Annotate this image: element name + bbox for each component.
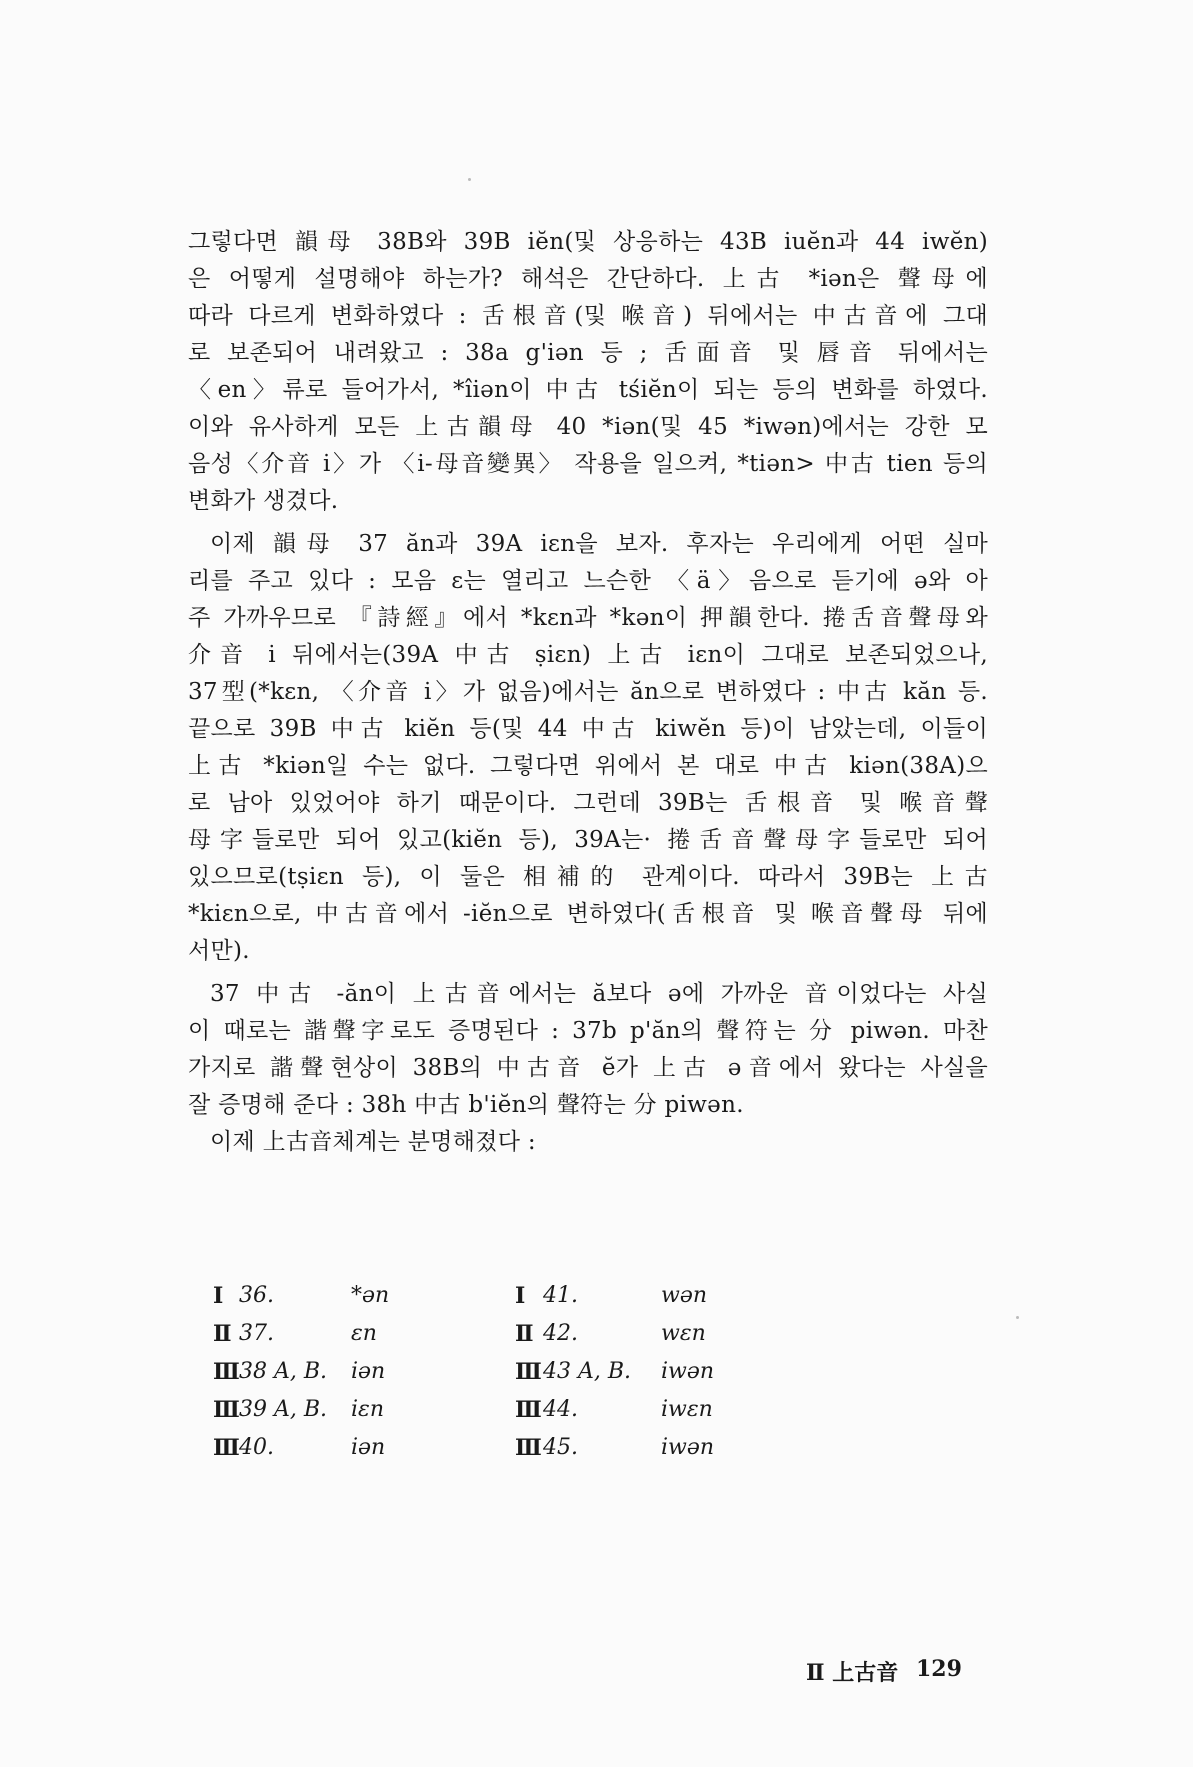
division-mark: Ⅱ xyxy=(515,1321,534,1347)
text-line: 가지로 諧聲현상이 38B의 中古音 ĕ가 上古 ə音에서 왔다는 사실을 xyxy=(188,1055,988,1081)
rhyme-number: 42. xyxy=(543,1321,578,1346)
rhyme-value: iεn xyxy=(351,1397,385,1422)
rhyme-value: iwεn xyxy=(661,1397,713,1422)
text-line: 잘 증명해 준다 : 38h 中古 b'iĕn의 聲符는 分 piwən. xyxy=(188,1092,744,1118)
rhyme-system-table xyxy=(213,1283,773,1473)
rhyme-number: 45. xyxy=(543,1435,578,1460)
text-line: 변화가 생겼다. xyxy=(188,488,339,514)
rhyme-number: 37. xyxy=(239,1321,274,1346)
rhyme-number: 38 A, B. xyxy=(239,1359,328,1384)
rhyme-value: iən xyxy=(351,1435,386,1460)
text-line: 母字들로만 되어 있고(kiĕn 등), 39A는· 捲舌音聲母字들로만 되어 xyxy=(188,827,988,853)
text-line: 上古 *kiən일 수는 없다. 그렇다면 위에서 본 대로 中古 kiən(38A)으 xyxy=(188,753,988,779)
division-mark: Ⅲ xyxy=(213,1435,240,1461)
text-line: 〈en〉류로 들어가서, *îiən이 中古 tśiĕn이 되는 등의 변화를 하였다. xyxy=(188,377,988,403)
rhyme-number: 41. xyxy=(543,1283,578,1308)
paragraph-2 xyxy=(188,526,988,970)
speck-right xyxy=(1016,1316,1019,1319)
rhyme-value: iwən xyxy=(661,1435,715,1460)
table-row xyxy=(213,1283,773,1321)
division-mark: Ⅲ xyxy=(213,1397,240,1423)
division-mark: Ⅰ xyxy=(515,1283,526,1309)
paragraph-1 xyxy=(188,224,988,520)
rhyme-value: iən xyxy=(351,1359,386,1384)
table-row xyxy=(213,1321,773,1359)
rhyme-value: wεn xyxy=(661,1321,706,1346)
page-number: 129 xyxy=(916,1656,962,1682)
rhyme-number: 39 A, B. xyxy=(239,1397,328,1422)
body-text xyxy=(188,224,988,1161)
text-line: 주 가까우므로 『詩經』에서 *kεn과 *kən이 押韻한다. 捲舌音聲母와 xyxy=(188,605,988,631)
text-line: 이와 유사하게 모든 上古韻母 40 *iən(및 45 *iwən)에서는 강한 모 xyxy=(188,414,988,440)
text-line: 음성〈介音 i〉가 〈i-母音變異〉 작용을 일으켜, *tiən> 中古 tien 등의 xyxy=(188,451,988,477)
speck-top xyxy=(468,178,471,181)
page-footer xyxy=(0,1656,1193,1696)
table-row xyxy=(213,1397,773,1435)
text-line: 이제 上古音체계는 분명해졌다 : xyxy=(210,1129,536,1155)
text-line: 이 때로는 諧聲字로도 증명된다 : 37b p'ăn의 聲符는 分 piwən. 마찬 xyxy=(188,1018,988,1044)
rhyme-value: *ən xyxy=(351,1283,390,1308)
division-mark: Ⅲ xyxy=(213,1359,240,1385)
division-mark: Ⅲ xyxy=(515,1359,542,1385)
rhyme-value: wən xyxy=(661,1283,708,1308)
text-line: 37型(*kεn, 〈介音 i〉가 없음)에서는 ăn으로 변하였다 : 中古 kăn 등. xyxy=(188,679,988,705)
text-line: 끝으로 39B 中古 kiĕn 등(및 44 中古 kiwĕn 등)이 남았는데, 이들이 xyxy=(188,716,988,742)
rhyme-number: 40. xyxy=(239,1435,274,1460)
rhyme-number: 43 A, B. xyxy=(543,1359,632,1384)
text-line: 따라 다르게 변화하였다 : 舌根音(및 喉音) 뒤에서는 中古音에 그대 xyxy=(188,303,988,329)
rhyme-value: iwən xyxy=(661,1359,715,1384)
table-row xyxy=(213,1435,773,1473)
text-line: 37 中古 -ăn이 上古音에서는 ă보다 ə에 가까운 音이었다는 사실 xyxy=(210,981,988,1007)
rhyme-number: 44. xyxy=(543,1397,578,1422)
division-mark: Ⅲ xyxy=(515,1435,542,1461)
running-footer-section: Ⅱ 上古音 xyxy=(806,1660,899,1686)
rhyme-value: εn xyxy=(351,1321,377,1346)
paragraph-3 xyxy=(188,976,988,1124)
text-line: *kiεn으로, 中古音에서 -iĕn으로 변하였다(舌根音 및 喉音聲母 뒤에 xyxy=(188,901,988,927)
text-line: 은 어떻게 설명해야 하는가? 해석은 간단하다. 上古 *iən은 聲母에 xyxy=(188,266,988,292)
paragraph-4 xyxy=(188,1124,988,1161)
text-line: 로 보존되어 내려왔고 : 38a g'iən 등 ; 舌面音 및 唇音 뒤에서는 xyxy=(188,340,988,366)
text-line: 그렇다면 韻母 38B와 39B iĕn(및 상응하는 43B iuĕn과 44 iwĕn) xyxy=(188,229,988,255)
rhyme-number: 36. xyxy=(239,1283,274,1308)
text-line: 이제 韻母 37 ăn과 39A iεn을 보자. 후자는 우리에게 어떤 실마 xyxy=(210,531,988,557)
division-mark: Ⅱ xyxy=(213,1321,232,1347)
text-line: 서만). xyxy=(188,938,250,964)
text-line: 로 남아 있었어야 하기 때문이다. 그런데 39B는 舌根音 및 喉音聲 xyxy=(188,790,988,816)
text-line: 介音 i 뒤에서는(39A 中古 ṣiεn) 上古 iεn이 그대로 보존되었으나, xyxy=(188,642,988,668)
text-line: 있으므로(tṣiεn 등), 이 둘은 相補的 관계이다. 따라서 39B는 上古 xyxy=(188,864,988,890)
text-line: 리를 주고 있다 : 모음 ε는 열리고 느슨한 〈ä〉음으로 듣기에 ə와 아 xyxy=(188,568,988,594)
division-mark: Ⅰ xyxy=(213,1283,224,1309)
table-row xyxy=(213,1359,773,1397)
division-mark: Ⅲ xyxy=(515,1397,542,1423)
